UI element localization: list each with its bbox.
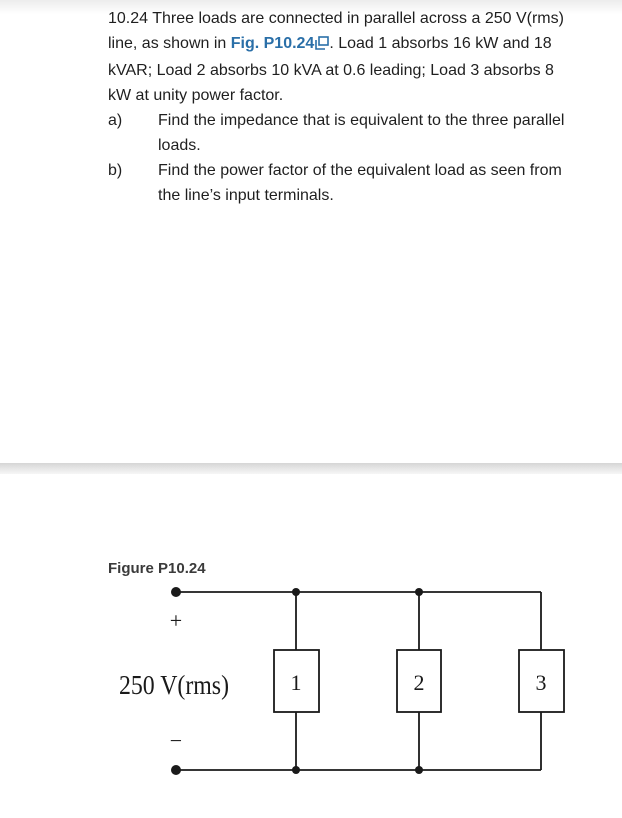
question-text: Find the power factor of the equivalent load as seen from the line’s input terminals. xyxy=(158,162,562,204)
source-voltage-label: 250 V(rms) xyxy=(119,670,229,700)
minus-sign: − xyxy=(169,728,183,753)
figure-link[interactable]: Fig. P10.24 xyxy=(230,35,315,52)
question-text: Find the impedance that is equivalent to the three parallel loads. xyxy=(158,112,565,154)
load-3-label: 3 xyxy=(535,670,547,695)
problem-text-end: . Load 1 absorbs 16 kW and 18 kVAR; Load 2 absorbs 10 kVA at 0.6 leading; Load 3 absorbs 8 kW at unity power factor. xyxy=(108,35,554,104)
question-label: a) xyxy=(108,112,123,129)
load-1-label: 1 xyxy=(290,670,302,695)
question-label: b) xyxy=(108,162,123,179)
terminal-top xyxy=(171,587,181,597)
junction-node xyxy=(415,588,423,596)
terminal-bottom xyxy=(171,765,181,775)
load-2-label: 2 xyxy=(413,670,425,695)
junction-node xyxy=(292,766,300,774)
junction-node xyxy=(292,588,300,596)
junction-node xyxy=(415,766,423,774)
plus-sign: + xyxy=(169,608,183,633)
figure-caption: Figure P10.24 xyxy=(108,560,206,577)
problem-text-start: 10.24 Three loads are connected in parallel across a 250 V(rms) line, as shown in xyxy=(108,10,564,52)
